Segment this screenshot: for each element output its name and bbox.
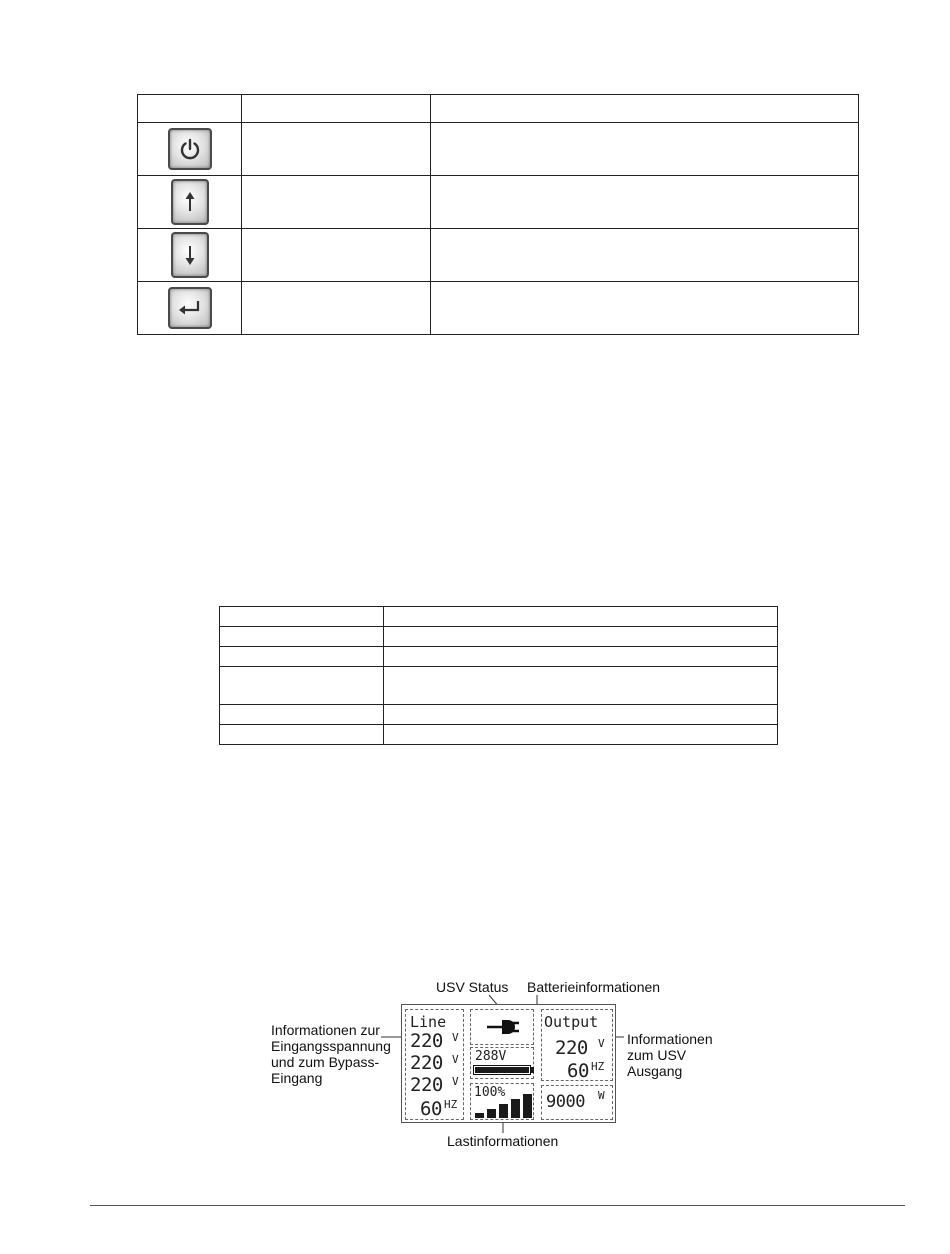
header-cell-button [138,95,242,123]
table-cell [220,627,384,647]
output-voltage: 220 [555,1037,588,1059]
table-row [220,627,778,647]
input-voltage-2: 220 [410,1052,443,1074]
load-bar-4 [511,1099,520,1118]
input-info-label-3: und zum Bypass- [271,1054,380,1070]
table-row [220,725,778,745]
load-bar-3 [499,1104,508,1118]
table-row [138,176,859,229]
table-cell [220,705,384,725]
table-cell [384,607,778,627]
arrow-up-icon [183,191,197,213]
load-percent: 100% [474,1085,506,1100]
header-cell-description [431,95,859,123]
output-power: 9000 [546,1092,585,1112]
header-cell-function [242,95,431,123]
input-voltage-3: 220 [410,1074,443,1096]
table-row [138,229,859,282]
function-cell [242,229,431,282]
output-frequency-unit: HZ [591,1060,605,1073]
status-table [219,606,778,745]
table-cell [384,667,778,705]
table-cell [384,705,778,725]
table-row [220,647,778,667]
description-cell [431,282,859,335]
table-row [138,282,859,335]
line-label: Line [410,1013,447,1031]
button-table-header [138,95,859,123]
usv-status-label: USV Status [436,979,509,995]
input-frequency-unit: HZ [444,1098,458,1111]
power-icon [178,137,202,161]
output-voltage-unit: V [598,1037,605,1050]
arrow-down-icon [183,244,197,266]
table-cell [220,607,384,627]
enter-button[interactable] [168,287,212,329]
table-row [220,607,778,627]
table-row [220,705,778,725]
description-cell [431,176,859,229]
load-bar-1 [475,1113,484,1118]
lcd-display [401,1004,616,1123]
power-button[interactable] [168,128,212,170]
table-cell [384,627,778,647]
battery-fill [475,1067,529,1073]
plug-icon [486,1017,520,1037]
output-frequency: 60 [567,1060,589,1082]
description-cell [431,229,859,282]
description-cell [431,123,859,176]
icon-cell [138,282,242,335]
output-power-unit: W [598,1089,605,1102]
footer-rule [90,1205,905,1206]
button-table [137,94,859,335]
function-cell [242,282,431,335]
table-cell [220,647,384,667]
enter-icon [177,298,203,318]
table-row [220,667,778,705]
table-cell [220,667,384,705]
table-cell [384,647,778,667]
input-frequency: 60 [420,1098,442,1120]
battery-tip [531,1067,534,1073]
battery-gauge [473,1065,531,1075]
input-voltage-3-unit: V [452,1075,459,1088]
icon-cell [138,176,242,229]
load-info-label: Lastinformationen [447,1133,559,1149]
table-row [138,123,859,176]
output-info-label-3: Ausgang [627,1063,683,1079]
down-button[interactable] [171,232,209,278]
output-info-label-1: Informationen [627,1031,713,1047]
table-cell [384,725,778,745]
output-label: Output [544,1013,599,1031]
function-cell [242,123,431,176]
input-info-label-1: Informationen zur [271,1022,380,1038]
input-voltage-1: 220 [410,1030,443,1052]
battery-info-label: Batterieinformationen [527,979,661,995]
table-cell [220,725,384,745]
load-bar-2 [487,1109,496,1118]
output-info-label-2: zum USV [627,1047,687,1063]
battery-voltage: 288V [475,1049,507,1064]
input-info-label-2: Eingangsspannung [271,1038,391,1054]
load-bar-5 [523,1094,532,1118]
input-voltage-2-unit: V [452,1053,459,1066]
input-info-label-4: Eingang [271,1070,323,1086]
input-voltage-1-unit: V [452,1031,459,1044]
function-cell [242,176,431,229]
icon-cell [138,123,242,176]
up-button[interactable] [171,179,209,225]
icon-cell [138,229,242,282]
